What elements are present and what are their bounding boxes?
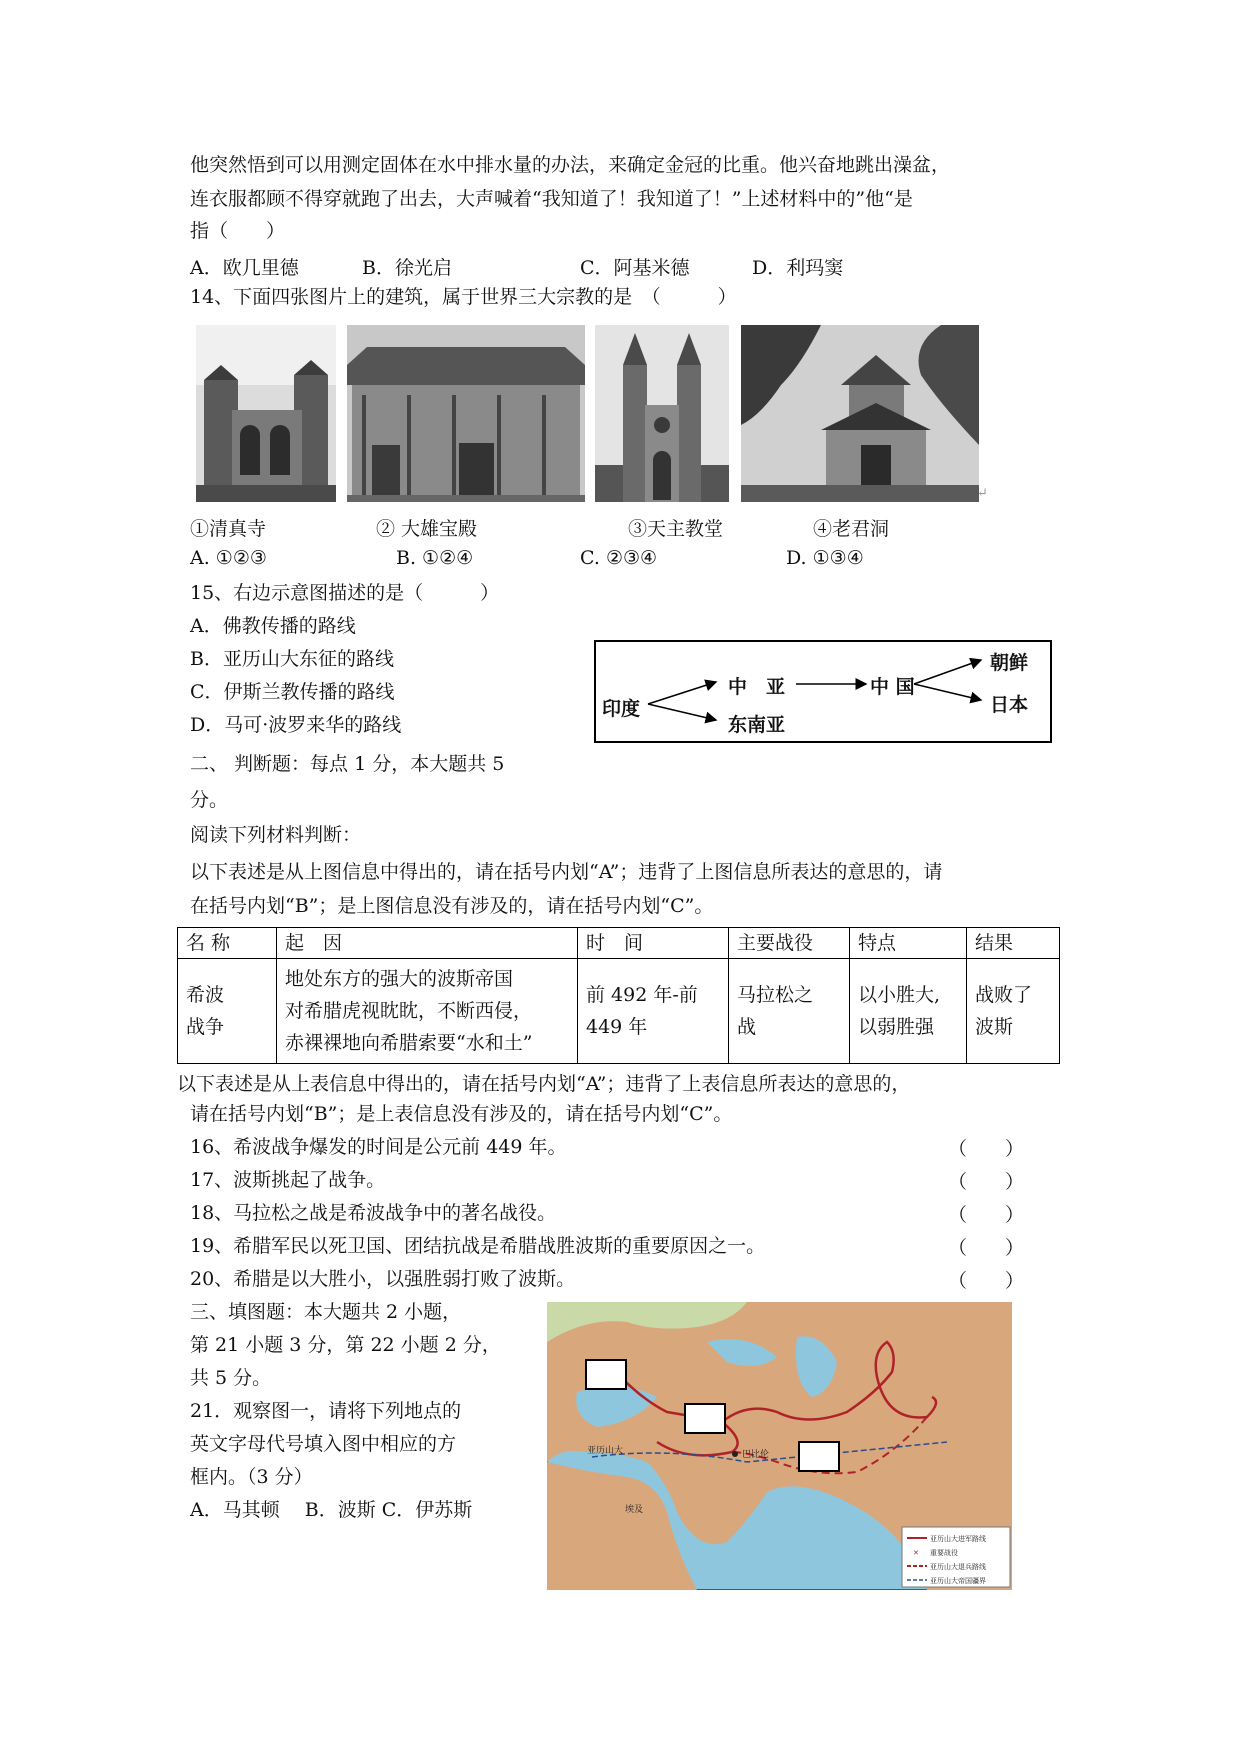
cell-text: 449 年 bbox=[586, 1016, 648, 1038]
legend-advance-route: 亚历山大进军路线 bbox=[930, 1535, 986, 1543]
cell-text: 以弱胜强 bbox=[858, 1016, 935, 1038]
judge-item-19: 19、希腊军民以死卫国、团结抗战是希腊战胜波斯的重要原因之一。 bbox=[190, 1235, 766, 1257]
map-label-babylon: 巴比伦 bbox=[742, 1450, 770, 1460]
cell-feature bbox=[850, 959, 967, 1064]
spread-route-diagram bbox=[594, 640, 1052, 743]
caption-laojun-cave: ④老君洞 bbox=[813, 518, 890, 540]
q13-line2: 连衣服都顾不得穿就跑了出去，大声喊着“我知道了！我知道了！”上述材料中的”他“是 bbox=[190, 188, 913, 210]
q13-line1: 他突然悟到可以用测定固体在水中排水量的办法，来确定金冠的比重。他兴奋地跳出澡盆， bbox=[190, 154, 951, 176]
cell-text: 战争 bbox=[186, 1016, 225, 1038]
daxiong-hall-photo bbox=[347, 325, 585, 502]
mosque-photo bbox=[196, 325, 336, 502]
cell-battle bbox=[729, 959, 850, 1064]
table-header-time: 时 间 bbox=[578, 928, 729, 959]
q13-option-b: B．徐光启 bbox=[362, 257, 452, 279]
diagram-japan: 日本 bbox=[990, 694, 1029, 716]
cell-time bbox=[578, 959, 729, 1064]
cell-text: 波斯 bbox=[975, 1016, 1014, 1038]
answer-paren-20[interactable]: （ ） bbox=[948, 1270, 1025, 1292]
cell-cause bbox=[277, 959, 578, 1064]
q13-line3: 指（ ） bbox=[190, 220, 286, 242]
map-label-alexandria: 亚历山大 bbox=[587, 1446, 624, 1456]
legend-empire-border: 亚历山大帝国疆界 bbox=[930, 1577, 986, 1585]
table-header-cause: 起 因 bbox=[277, 928, 578, 959]
q21-line1: 21．观察图一，请将下列地点的 bbox=[190, 1400, 462, 1422]
map-label-egypt: 埃及 bbox=[625, 1505, 644, 1515]
cell-text: 地处东方的强大的波斯帝国 bbox=[285, 968, 514, 990]
q14-option-c: C. ②③④ bbox=[580, 547, 658, 569]
diagram-southeast-asia: 东南亚 bbox=[728, 714, 786, 736]
cathedral-photo bbox=[595, 325, 729, 502]
laojun-cave-photo bbox=[741, 325, 979, 502]
section3-title-line1: 三、填图题：本大题共 2 小题， bbox=[190, 1301, 462, 1323]
section3-title-line2: 第 21 小题 3 分，第 22 小题 2 分， bbox=[190, 1334, 501, 1356]
table-header-battle: 主要战役 bbox=[729, 928, 850, 959]
diagram-china: 中 国 bbox=[870, 676, 915, 698]
answer-paren-17[interactable]: （ ） bbox=[948, 1171, 1025, 1193]
table-header-result: 结果 bbox=[967, 928, 1060, 959]
judge-item-17: 17、波斯挑起了战争。 bbox=[190, 1169, 386, 1191]
q15-option-b: B．亚历山大东征的路线 bbox=[190, 648, 394, 670]
legend-battle: 重要战役 bbox=[930, 1549, 958, 1557]
section2-instruction1b: 在括号内划“B”；是上图信息没有涉及的，请在括号内划“C”。 bbox=[190, 895, 714, 917]
cell-text: 战 bbox=[737, 1016, 757, 1038]
q14-option-d: D. ①③④ bbox=[786, 547, 864, 569]
greco-persian-war-table bbox=[177, 927, 1060, 1064]
q13-option-d: D．利玛窦 bbox=[752, 257, 844, 279]
caption-cathedral: ③天主教堂 bbox=[628, 518, 724, 540]
q15-option-c: C．伊斯兰教传播的路线 bbox=[190, 681, 395, 703]
cell-text: 赤裸裸地向希腊索要“水和土” bbox=[285, 1032, 533, 1054]
answer-box-3[interactable] bbox=[798, 1441, 840, 1472]
q14-stem: 14、下面四张图片上的建筑，属于世界三大宗教的是 （ ） bbox=[190, 286, 737, 308]
q14-option-a: A. ①②③ bbox=[190, 547, 267, 569]
q21-line2: 英文字母代号填入图中相应的方 bbox=[190, 1433, 457, 1455]
answer-paren-16[interactable]: （ ） bbox=[948, 1138, 1025, 1160]
diagram-korea: 朝鲜 bbox=[990, 652, 1029, 674]
q13-option-c: C．阿基米德 bbox=[580, 257, 690, 279]
table-header-feature: 特点 bbox=[850, 928, 967, 959]
return-mark-icon: ↵ bbox=[977, 486, 988, 501]
section2-instruction2b: 请在括号内划“B”；是上表信息没有涉及的，请在括号内划“C”。 bbox=[190, 1103, 733, 1125]
judge-item-20: 20、希腊是以大胜小，以强胜弱打败了波斯。 bbox=[190, 1268, 576, 1290]
cell-text: 以小胜大, bbox=[858, 984, 941, 1006]
legend-retreat-route: 亚历山大退兵路线 bbox=[930, 1563, 986, 1571]
alexander-campaign-map bbox=[547, 1302, 1012, 1590]
q21-options: A．马其顿 B．波斯 C．伊苏斯 bbox=[190, 1499, 473, 1521]
cell-text: 对希腊虎视眈眈，不断西侵， bbox=[285, 1000, 533, 1022]
judge-item-16: 16、希波战争爆发的时间是公元前 449 年。 bbox=[190, 1136, 567, 1158]
answer-box-2[interactable] bbox=[684, 1403, 726, 1434]
cell-text: 战败了 bbox=[975, 984, 1033, 1006]
section2-instruction1a: 以下表述是从上图信息中得出的，请在括号内划“A”；违背了上图信息所表达的意思的，请 bbox=[190, 861, 943, 883]
cell-text: 希波 bbox=[186, 984, 225, 1006]
answer-paren-18[interactable]: （ ） bbox=[948, 1204, 1025, 1226]
q15-stem: 15、右边示意图描述的是（ ） bbox=[190, 582, 500, 604]
cell-text: 马拉松之 bbox=[737, 984, 814, 1006]
table-header-name: 名 称 bbox=[178, 928, 277, 959]
table-row bbox=[178, 959, 1060, 1064]
q21-line3: 框内。（3 分） bbox=[190, 1466, 313, 1488]
caption-mosque: ①清真寺 bbox=[190, 518, 267, 540]
cell-result bbox=[967, 959, 1060, 1064]
section3-title-line3: 共 5 分。 bbox=[190, 1367, 272, 1389]
cell-text: 前 492 年-前 bbox=[586, 984, 698, 1006]
answer-box-1[interactable] bbox=[585, 1359, 627, 1390]
caption-daxiong-hall: ② 大雄宝殿 bbox=[376, 518, 478, 540]
section2-instruction2a: 以下表述是从上表信息中得出的，请在括号内划“A”；违背了上表信息所表达的意思的， bbox=[177, 1073, 911, 1095]
battle-cross-icon: ✕ bbox=[913, 1549, 919, 1557]
diagram-india: 印度 bbox=[602, 698, 641, 720]
cell-name bbox=[178, 959, 277, 1064]
q14-option-b: B. ①②④ bbox=[396, 547, 474, 569]
q15-option-d: D．马可·波罗来华的路线 bbox=[190, 714, 402, 736]
answer-paren-19[interactable]: （ ） bbox=[948, 1237, 1025, 1259]
q15-option-a: A．佛教传播的路线 bbox=[190, 615, 356, 637]
q13-option-a: A．欧几里德 bbox=[190, 257, 299, 279]
diagram-central-asia: 中 亚 bbox=[728, 676, 786, 698]
section2-title-line1: 二、 判断题：每点 1 分，本大题共 5 bbox=[190, 753, 505, 775]
judge-item-18: 18、马拉松之战是希波战争中的著名战役。 bbox=[190, 1202, 557, 1224]
section2-title-line2: 分。 bbox=[190, 789, 229, 811]
section2-intro: 阅读下列材料判断： bbox=[190, 824, 362, 846]
